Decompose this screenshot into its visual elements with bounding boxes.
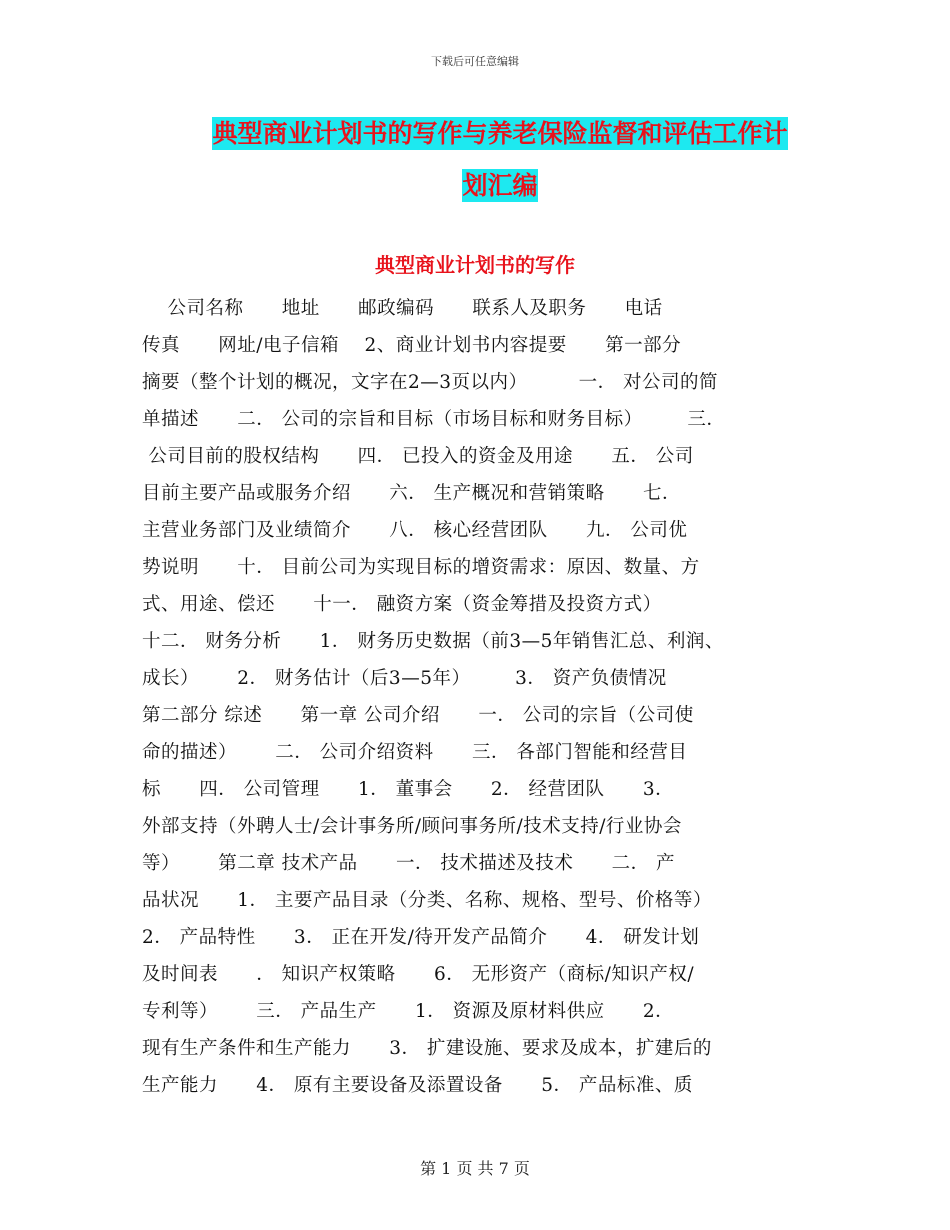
document-title xyxy=(190,108,810,212)
body-line: 品状况 1． 主要产品目录（分类、名称、规格、型号、价格等） xyxy=(142,890,712,911)
page-footer: 第 1 页 共 7 页 xyxy=(420,1159,530,1178)
body-line: 单描述 二． 公司的宗旨和目标（市场目标和财务目标） 三． xyxy=(142,409,726,430)
body-line: 2． 产品特性 3． 正在开发/待开发产品简介 4． 研发计划 xyxy=(142,927,700,948)
body-line: 公司名称 地址 邮政编码 联系人及职务 电话 xyxy=(142,298,663,319)
document-title-line-2: 划汇编 xyxy=(462,171,538,200)
body-line: 传真 网址/电子信箱 2、商业计划书内容提要 第一部分 xyxy=(142,335,682,356)
body-line: 第二部分 综述 第一章 公司介绍 一． 公司的宗旨（公司使 xyxy=(142,705,694,726)
section-title: 典型商业计划书的写作 xyxy=(375,253,575,277)
body-line: 等） 第二章 技术产品 一． 技术描述及技术 二． 产 xyxy=(142,853,675,874)
body-line: 专利等） 三． 产品生产 1． 资源及原材料供应 2． xyxy=(142,1001,675,1022)
body-line: 公司目前的股权结构 四． 已投入的资金及用途 五． 公司 xyxy=(142,446,694,467)
body-line: 摘要（整个计划的概况，文字在2—3页以内） 一． 对公司的简 xyxy=(142,372,718,393)
body-line: 势说明 十． 目前公司为实现目标的增资需求：原因、数量、方 xyxy=(142,557,700,578)
page-header-note: 下载后可任意编辑 xyxy=(431,55,519,68)
body-line: 现有生产条件和生产能力 3． 扩建设施、要求及成本，扩建后的 xyxy=(142,1038,712,1059)
document-title-line-1: 典型商业计划书的写作与养老保险监督和评估工作计 xyxy=(212,119,788,148)
body-line: 命的描述） 二． 公司介绍资料 三． 各部门智能和经营目 xyxy=(142,742,688,763)
body-line: 式、用途、偿还 十一． 融资方案（资金筹措及投资方式） xyxy=(142,594,662,615)
body-line: 主营业务部门及业绩简介 八． 核心经营团队 九． 公司优 xyxy=(142,520,688,541)
body-text xyxy=(142,290,822,1104)
body-line: 外部支持（外聘人士/会计事务所/顾问事务所/技术支持/行业协会 xyxy=(142,816,682,837)
body-line: 目前主要产品或服务介绍 六． 生产概况和营销策略 七． xyxy=(142,483,681,504)
body-line: 十二． 财务分析 1． 财务历史数据（前3—5年销售汇总、利润、 xyxy=(142,631,724,652)
body-line: 标 四． 公司管理 1． 董事会 2． 经营团队 3． xyxy=(142,779,675,800)
body-line: 生产能力 4． 原有主要设备及添置设备 5． 产品标准、质 xyxy=(142,1075,693,1096)
body-line: 成长） 2． 财务估计（后3—5年） 3． 资产负债情况 xyxy=(142,668,667,689)
body-line: 及时间表 ． 知识产权策略 6． 无形资产（商标/知识产权/ xyxy=(142,964,695,985)
